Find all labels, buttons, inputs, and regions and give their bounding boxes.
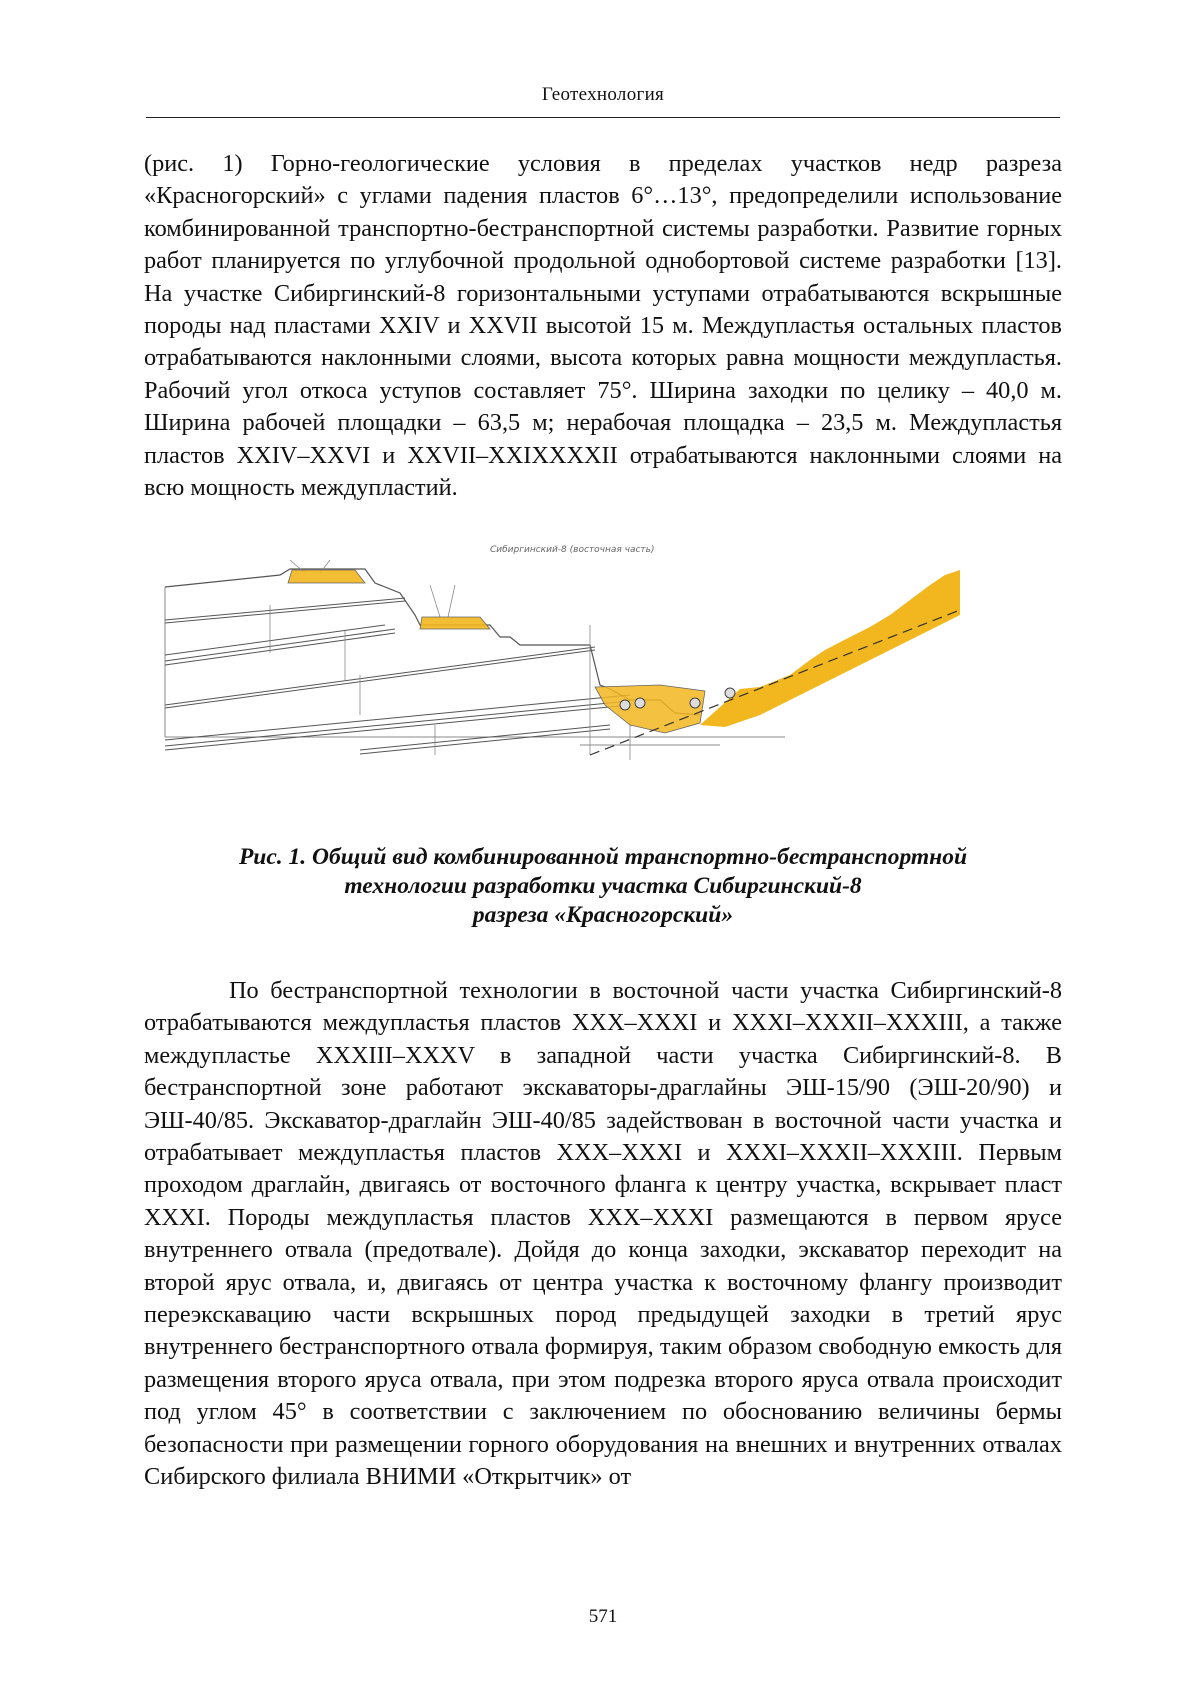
page-number: 571	[588, 1606, 618, 1627]
seam-strata	[165, 598, 630, 754]
header-rule	[146, 117, 1060, 118]
body-paragraph-1: (рис. 1) Горно-геологические условия в пределах участков недр разреза «Красногорский» с углами падения пластов 6°…13°, предопределили использование комбинированной транспортно-бестранспортной системы разработки. Развитие горных работ планируется по углубочной продольной однобортовой системе разработки [13]. На участке Сибиргинский-8 горизонтальными уступами отрабатываются вскрышные породы над пластами XXIV и XXVII высотой 15 м. Междупластья остальных пластов отрабатываются наклонными слоями, высота которых равна мощности междупластья. Рабочий угол откоса уступов составляет 75°. Ширина заходки по целику – 40,0 м. Ширина рабочей площадки – 63,5 м; нерабочая площадка – 23,5 м. Междупластья пластов XXIV–XXVI и XXVII–XXIXXXXII отрабатываются наклонными слоями на всю мощность междупластий.	[144, 150, 1062, 502]
diagram-title: Сибиргинский-8 (восточная часть)	[490, 545, 655, 555]
projection-line	[590, 610, 960, 755]
figure-1-diagram	[160, 545, 1050, 815]
caption-line-1: Рис. 1. Общий вид комбинированной транспортно-бестранспортной	[238, 844, 968, 870]
caption-line-3: разреза «Красногорский»	[472, 902, 734, 928]
figure-caption	[146, 843, 1060, 930]
dimension-lines	[270, 560, 630, 760]
caption-line-2: технологии разработки участка Сибиргинский-8	[344, 873, 862, 899]
running-header: Геотехнология	[541, 84, 665, 105]
body-paragraph-2: По бестранспортной технологии в восточной части участка Сибиргинский-8 отрабатываются междупластья пластов XXX–XXXI и XXXI–XXXII–XXXIII, а также междупластье XXXIII–XXXV в западной части участка Сибиргинский-8. В бестранспортной зоне работают экскаваторы-драглайны ЭШ-15/90 (ЭШ-20/90) и ЭШ-40/85. Экскаватор-драглайн ЭШ-40/85 задействован в восточной части участка и отрабатывает междупластья пластов XXX–XXXI и XXXI–XXXII–XXXIII. Первым проходом драглайн, двигаясь от восточного фланга к центру участка, вскрывает пласт XXXI. Породы междупластья пластов XXX–XXXI размещаются в первом ярусе внутреннего отвала (предотвале). Дойдя до конца заходки, экскаватор переходит на второй ярус отвала, и, двигаясь от центра участка к восточному флангу производит переэкскавацию части вскрышных пород предыдущей заходки в третий ярус внутреннего бестранспортного отвала формируя, таким образом свободную емкость для размещения второго яруса отвала, при этом подрезка второго яруса отвала происходит под углом 45° в соответствии с заключением по обоснованию величины бермы безопасности при размещении горного оборудования на внешних и внутренних отвалах Сибирского филиала ВНИМИ «Открытчик» от	[144, 977, 1062, 1491]
